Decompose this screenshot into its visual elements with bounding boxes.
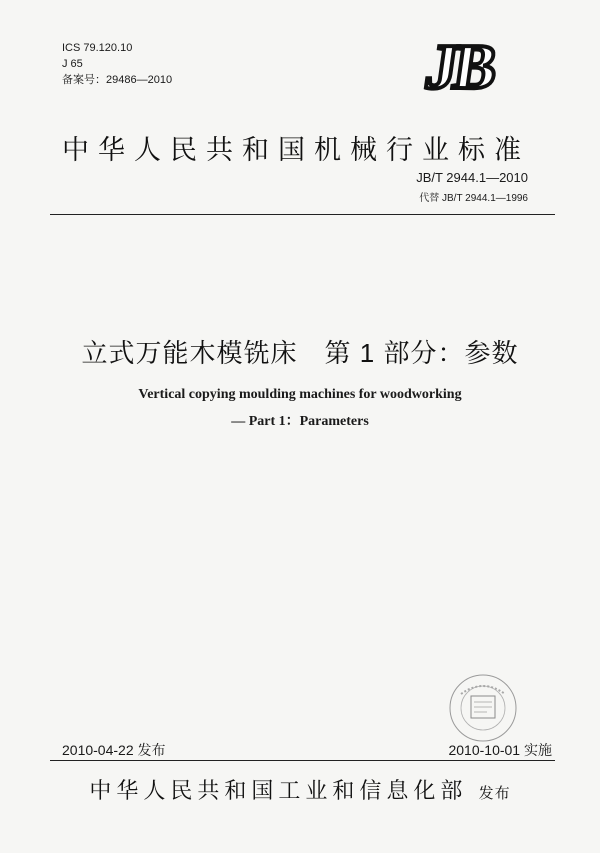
- implementation-date: 2010-10-01 实施: [448, 742, 552, 758]
- filing-number: 备案号：29486—2010: [62, 74, 173, 86]
- publisher-action: 发布: [478, 785, 511, 802]
- jb-logo: JB: [421, 31, 498, 102]
- publisher: [0, 774, 600, 805]
- org-title: 中华人民共和国机械行业标准: [62, 135, 530, 165]
- title-english-line2: — Part 1：Parameters: [231, 414, 369, 429]
- replaces-standard: 代替 JB/T 2944.1—1996: [419, 193, 528, 204]
- seal-stamp-icon: [447, 672, 519, 744]
- header-divider: [50, 214, 555, 215]
- publisher-name: 中华人民共和国工业和信息化部: [89, 778, 468, 803]
- standard-number: JB/T 2944.1—2010: [416, 170, 528, 185]
- classification-code: J 65: [62, 58, 83, 70]
- ics-code: ICS 79.120.10: [62, 42, 133, 54]
- title-english-line1: Vertical copying moulding machines for woodworking: [138, 387, 462, 402]
- title-chinese: 立式万能木模铣床 第 1 部分：参数: [81, 338, 519, 368]
- footer-divider: [50, 760, 555, 761]
- issue-date: 2010-04-22 发布: [62, 742, 166, 758]
